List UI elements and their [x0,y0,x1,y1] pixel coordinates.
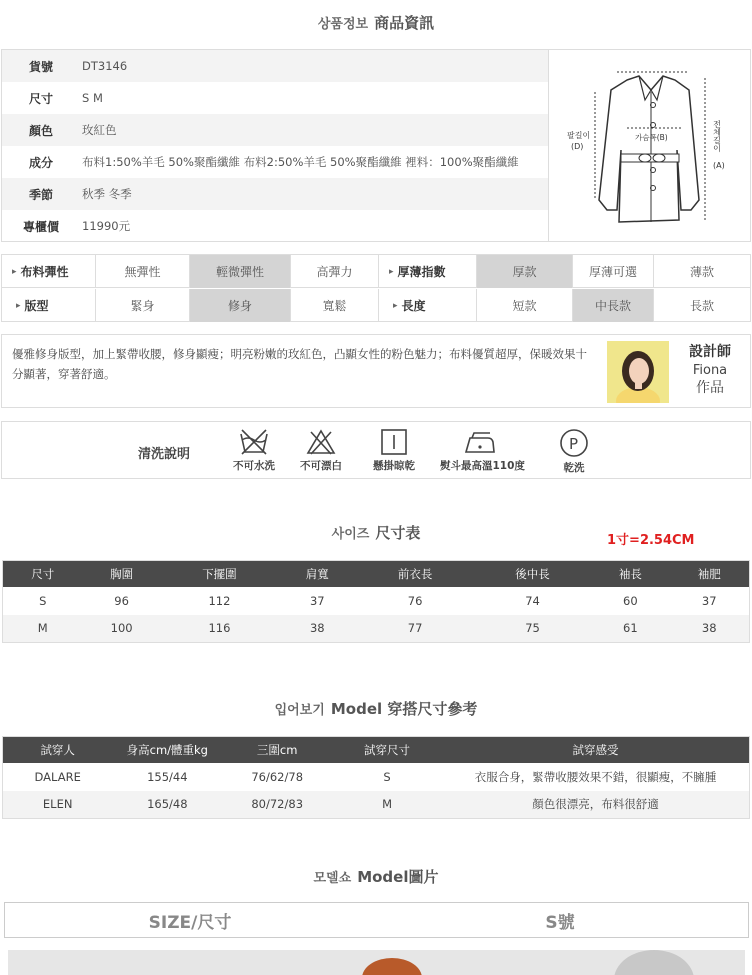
table-cell: 155/44 [147,769,188,784]
table-cell: 76 [407,593,423,608]
info-key: 尺寸 [28,91,53,106]
table-cell: M [332,791,442,819]
info-row-material [2,146,548,178]
size-col-header: 肩寬 [278,561,356,587]
model-table-title-zh: Model 穿搭尺寸參考 [330,700,478,718]
table-row [3,615,750,643]
attr-head-fit: ▸ 版型 [2,289,96,322]
table-row [3,791,750,819]
model-col-header: 三圍cm [222,737,332,763]
table-cell: 38 [669,615,749,643]
coat-outline-icon [549,50,752,241]
hang-dry-label: 懸掛晾乾 [373,460,415,472]
size-col-header: 胸圍 [82,561,160,587]
table-cell: 衣服合身，緊帶收腰效果不錯，很顯瘦，不臃腫 [474,769,717,784]
table-cell: 96 [114,593,129,608]
size-bar-value: S號 [545,912,575,933]
size-col-header: 尺寸 [3,561,83,587]
attr-head-length: ▸ 長度 [379,289,477,322]
designer-credit [674,343,746,397]
model-photo-title-kr: 모델쇼 [313,871,352,886]
attr-opt: 寬鬆 [291,289,379,322]
model-table-title-kr: 입어보기 [274,703,325,718]
table-cell: 60 [623,593,638,608]
table-cell: DALARE [34,769,81,784]
table-cell: 顏色很漂亮，布料很舒適 [442,791,750,819]
coat-measurement-diagram [548,50,751,241]
attr-opt: 緊身 [96,289,190,322]
size-col-header: 袖肥 [669,561,749,587]
table-cell: 37 [701,593,717,608]
attr-opt: 厚薄可選 [573,255,654,288]
table-cell: 77 [356,615,473,643]
attr-row-1 [2,255,750,288]
info-row-season [2,178,548,210]
size-table-header [3,561,750,587]
size-col-header: 袖長 [591,561,669,587]
table-cell: 74 [525,593,540,608]
info-key: 季節 [28,187,53,202]
iron-item [440,428,525,473]
model-photo-title-zh: Model圖片 [357,868,439,886]
product-info-title-zh: 商品資訊 [374,14,435,32]
iron-icon [462,428,498,456]
designer-suffix: 作品 [696,380,724,396]
hang-dry-icon [378,428,410,456]
sleeve-code: (D) [571,142,584,151]
info-row-sku [2,50,548,82]
dry-clean-icon [558,428,590,458]
table-cell: 116 [161,615,278,643]
sleeve-label: 팔길이 [567,131,591,140]
info-key: 成分 [28,155,53,170]
attr-opt-selected: 中長款 [573,289,654,322]
attr-opt: 長款 [689,299,714,313]
no-wash-icon [238,428,270,456]
info-key: 顏色 [28,123,53,138]
inch-conversion-note: 1寸=2.54CM [607,533,695,548]
length-code: (A) [713,161,725,170]
info-key: 專櫃價 [22,219,59,234]
model-col-header: 試穿感受 [442,737,750,763]
info-value: 11990元 [82,219,131,233]
info-value: DT3146 [82,59,128,73]
size-table-title-zh: 尺寸表 [375,524,421,542]
info-row-price [2,210,548,242]
no-wash-label: 不可水洗 [233,460,275,472]
table-cell: 76/62/78 [251,769,304,784]
model-table [2,736,750,819]
model-table-title [0,698,752,719]
size-bar-label: SIZE/尺寸 [148,912,232,933]
info-value: 秋季 冬季 [82,187,132,201]
product-info-title-kr: 상품정보 [317,17,369,32]
description-text: 優雅修身版型，加上緊帶收腰，修身顯瘦；明亮粉嫩的玫紅色，凸顯女性的粉色魅力；布料優質超厚，保暖效果十分顯著，穿著舒適。 [12,347,587,381]
length-label: 전체길이 [712,120,722,152]
attr-head-thickness: ▸ 厚薄指數 [379,255,477,288]
attr-opt-selected: 修身 [190,289,291,322]
info-value: 玫紅色 [82,123,117,137]
wash-title: 清洗說明 [138,447,191,462]
attr-opt-selected: 輕微彈性 [190,255,291,288]
attr-opt-selected: 厚款 [477,255,573,288]
info-row-color [2,114,548,146]
no-bleach-label: 不可漂白 [300,460,342,472]
table-cell: 61 [591,615,669,643]
dry-clean-label: 乾洗 [563,462,585,474]
model-col-header: 身高cm/體重kg [112,737,222,763]
table-cell: S [39,593,47,608]
table-cell: M [3,615,83,643]
iron-label: 熨斗最高溫110度 [440,460,525,472]
info-key: 貨號 [28,59,53,74]
info-value: S M [82,91,103,105]
attr-opt: 短款 [477,289,573,322]
svg-text:P: P [569,435,579,453]
size-bar [4,902,749,938]
table-cell: S [383,769,391,784]
fabric-attributes [1,254,751,322]
designer-title: 設計師 [689,344,731,360]
no-bleach-item [281,428,361,473]
no-bleach-icon [305,428,337,456]
table-cell: 112 [208,593,231,608]
model-col-header: 試穿人 [3,737,113,763]
designer-name: Fiona [692,363,728,378]
table-cell: 165/48 [112,791,222,819]
table-cell: 80/72/83 [222,791,332,819]
info-value: 布料1:50%羊毛 50%聚酯纖維 布料2:50%羊毛 50%聚酯纖維 裡料：100%聚酯纖維 [82,155,519,169]
model-col-header: 試穿尺寸 [332,737,442,763]
table-cell: 75 [474,615,591,643]
designer-description-panel [1,334,751,408]
size-table-title-kr: 사이즈 [331,527,370,542]
attr-row-2 [2,289,750,322]
model-photo [8,950,745,975]
attr-opt: 高彈力 [291,255,379,288]
wash-instructions [1,421,751,479]
table-row [3,587,750,615]
table-cell: ELEN [3,791,113,819]
table-cell: 37 [309,593,325,608]
chest-label: 가슴폭(B) [635,133,668,142]
table-row [3,763,750,791]
table-cell: 38 [278,615,356,643]
designer-avatar [607,341,669,403]
dry-clean-item [534,428,614,475]
info-row-size [2,82,548,114]
model-table-header [3,737,750,763]
size-col-header: 後中長 [474,561,591,587]
attr-opt: 無彈性 [96,255,190,288]
size-table [2,560,750,643]
model-photo-title [0,866,752,887]
size-col-header: 前衣長 [356,561,473,587]
attr-head-elasticity: ▸ 布料彈性 [2,255,96,288]
size-col-header: 下擺圍 [161,561,278,587]
table-cell: 100 [82,615,160,643]
hang-dry-item [354,428,434,473]
product-info-title [0,12,752,33]
attr-opt: 薄款 [689,265,714,279]
product-info-panel [1,49,751,242]
